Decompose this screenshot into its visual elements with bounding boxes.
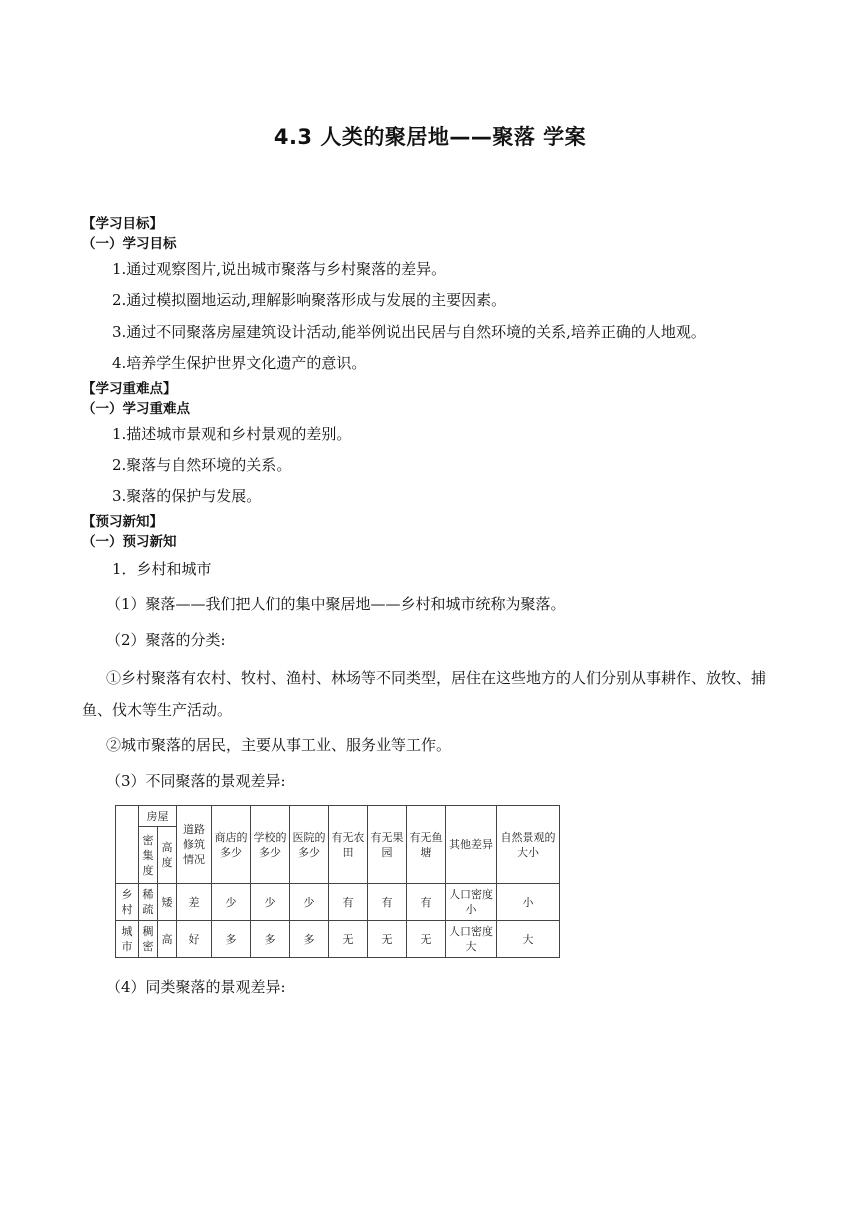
table-cell: 差	[177, 884, 212, 921]
table-header: 有无农田	[329, 806, 368, 884]
key-point-item: 3.聚落的保护与发展。	[112, 487, 262, 505]
preview-paragraph: （1）聚落——我们把人们的集中聚居地——乡村和城市统称为聚落。	[106, 595, 566, 613]
table-cell: 矮	[158, 884, 177, 921]
table-cell: 少	[212, 884, 251, 921]
preview-header: 【预习新知】	[82, 514, 163, 530]
page-title: 4.3 人类的聚居地——聚落 学案	[273, 125, 587, 149]
table-header-house: 房屋	[139, 806, 177, 827]
table-cell: 稀疏	[139, 884, 158, 921]
table-header: 有无鱼塘	[407, 806, 446, 884]
table-cell: 有	[329, 884, 368, 921]
settlement-comparison-table	[115, 805, 560, 958]
table-header: 学校的多少	[251, 806, 290, 884]
table-cell: 少	[251, 884, 290, 921]
goal-item: 4.培养学生保护世界文化遗产的意识。	[112, 354, 367, 372]
table-cell: 无	[329, 921, 368, 958]
goal-item: 2.通过模拟圈地运动,理解影响聚落形成与发展的主要因素。	[112, 291, 507, 309]
table-cell: 多	[251, 921, 290, 958]
preview-paragraph: （4）同类聚落的景观差异:	[106, 978, 286, 996]
document-body	[82, 214, 778, 1003]
table-header-density: 密集度	[139, 827, 158, 884]
table-cell: 无	[407, 921, 446, 958]
preview-paragraph: （2）聚落的分类:	[106, 631, 226, 649]
table-row	[116, 921, 560, 958]
preview-paragraph: ①乡村聚落有农村、牧村、渔村、林场等不同类型，居住在这些地方的人们分别从事耕作、放牧、捕鱼、伐木等生产活动。	[82, 669, 767, 719]
key-points-subheader: （一）学习重难点	[82, 401, 190, 417]
table-header: 自然景观的大小	[497, 806, 560, 884]
key-points-header: 【学习重难点】	[82, 381, 177, 397]
table-header: 有无果园	[368, 806, 407, 884]
table-cell: 无	[368, 921, 407, 958]
table-cell: 少	[290, 884, 329, 921]
table-row	[116, 884, 560, 921]
table-corner-cell	[116, 806, 139, 884]
goal-item: 1.通过观察图片,说出城市聚落与乡村聚落的差异。	[112, 260, 447, 278]
preview-item-title: 1．乡村和城市	[112, 560, 212, 578]
preview-subheader: （一）预习新知	[82, 534, 177, 550]
table-cell: 好	[177, 921, 212, 958]
key-point-item: 1.描述城市景观和乡村景观的差别。	[112, 425, 352, 443]
table-cell: 人口密度大	[446, 921, 497, 958]
goal-item: 3.通过不同聚落房屋建筑设计活动,能举例说出民居与自然环境的关系,培养正确的人地观。	[112, 323, 706, 341]
row-label: 乡村	[116, 884, 139, 921]
table-cell: 多	[290, 921, 329, 958]
row-label: 城市	[116, 921, 139, 958]
table-cell: 小	[497, 884, 560, 921]
table-header: 商店的多少	[212, 806, 251, 884]
table-cell: 有	[368, 884, 407, 921]
table-header: 其他差异	[446, 806, 497, 884]
table-cell: 多	[212, 921, 251, 958]
table-cell: 有	[407, 884, 446, 921]
table-header: 道路修筑情况	[177, 806, 212, 884]
table-cell: 高	[158, 921, 177, 958]
preview-paragraph: ②城市聚落的居民，主要从事工业、服务业等工作。	[106, 736, 452, 754]
table-header: 医院的多少	[290, 806, 329, 884]
table-cell: 稠密	[139, 921, 158, 958]
table-cell: 人口密度小	[446, 884, 497, 921]
table-cell: 大	[497, 921, 560, 958]
goals-header: 【学习目标】	[82, 216, 163, 232]
key-point-item: 2.聚落与自然环境的关系。	[112, 456, 292, 474]
preview-paragraph: （3）不同聚落的景观差异:	[106, 772, 286, 790]
table-header-height: 高度	[158, 827, 177, 884]
goals-subheader: （一）学习目标	[82, 236, 177, 252]
